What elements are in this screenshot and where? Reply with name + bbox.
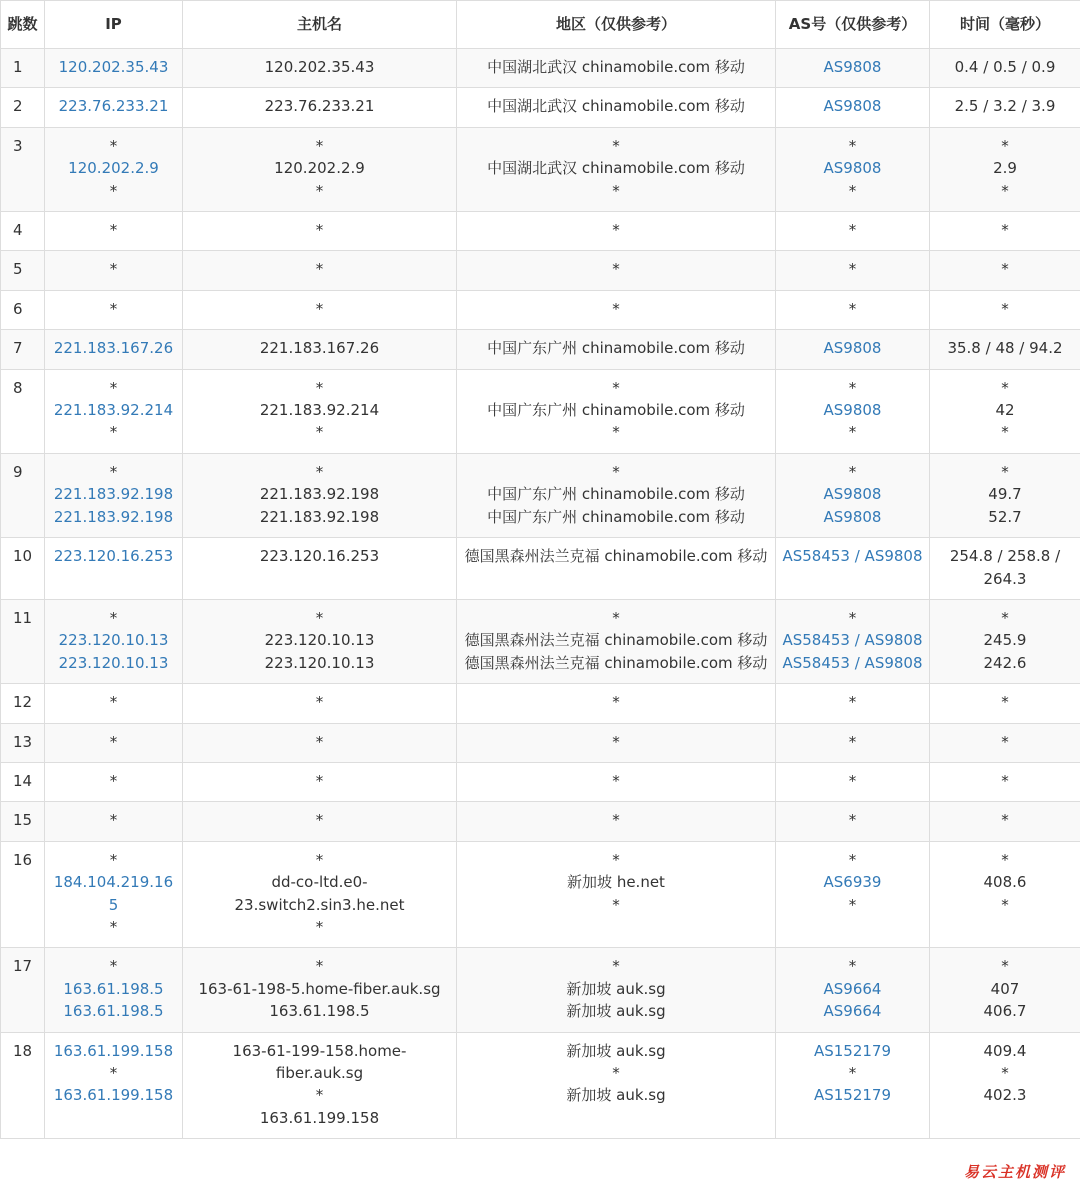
region-cell (457, 49, 776, 88)
table-row (1, 330, 1080, 369)
table-row (1, 684, 1080, 723)
table-row (1, 762, 1080, 801)
no-response-marker: * (109, 917, 118, 936)
table-row (1, 599, 1080, 683)
hostname-text: 120.202.2.9 (274, 159, 365, 178)
hop-cell: 8 (1, 369, 45, 453)
ip-link[interactable]: 163.61.199.158 (53, 1041, 174, 1060)
no-response-marker: * (848, 136, 857, 155)
hop-cell: 9 (1, 453, 45, 537)
region-cell (457, 841, 776, 948)
time-text: 42 (995, 401, 1015, 420)
no-response-marker: * (315, 423, 324, 442)
region-text: 中国广东广州 chinamobile.com 移动 (487, 339, 745, 358)
hostname-cell (183, 49, 457, 88)
hostname-cell (183, 127, 457, 211)
table-row (1, 841, 1080, 948)
table-row (1, 802, 1080, 841)
no-response-marker: * (848, 732, 857, 751)
table-row (1, 538, 1080, 600)
hostname-cell (183, 762, 457, 801)
time-text: 49.7 (988, 485, 1022, 504)
asn-cell (776, 762, 930, 801)
time-text: 2.9 (993, 159, 1017, 178)
hostname-text: 163-61-199-158.home-fiber.auk.sg (232, 1041, 407, 1082)
no-response-marker: * (1001, 693, 1009, 712)
ip-link[interactable]: 223.76.233.21 (58, 97, 169, 116)
ip-column-header: IP (45, 1, 183, 49)
no-response-marker: * (315, 181, 324, 200)
region-text: 中国湖北武汉 chinamobile.com 移动 (487, 159, 745, 178)
no-response-marker: * (109, 1064, 118, 1082)
no-response-marker: * (109, 136, 118, 155)
no-response-marker: * (1001, 895, 1009, 914)
asn-link[interactable]: AS9808 (823, 97, 882, 116)
no-response-marker: * (109, 608, 118, 627)
region-cell (457, 453, 776, 537)
table-row (1, 948, 1080, 1032)
time-cell (930, 251, 1080, 290)
table-row (1, 127, 1080, 211)
hop-cell: 18 (1, 1032, 45, 1139)
region-text: 中国广东广州 chinamobile.com 移动 (487, 507, 745, 526)
ip-link[interactable]: 223.120.10.13 (58, 653, 169, 672)
asn-link[interactable]: AS152179 (813, 1041, 892, 1060)
ip-cell (45, 948, 183, 1032)
region-text: 新加坡 auk.sg (566, 979, 666, 998)
no-response-marker: * (612, 850, 620, 869)
time-cell (930, 127, 1080, 211)
ip-cell (45, 841, 183, 948)
ip-link[interactable]: 223.120.16.253 (53, 547, 174, 566)
no-response-marker: * (109, 957, 118, 976)
no-response-marker: * (109, 811, 118, 830)
asn-column-header: AS号（仅供参考） (776, 1, 930, 49)
no-response-marker: * (315, 608, 324, 627)
no-response-marker: * (612, 181, 620, 200)
hostname-cell (183, 330, 457, 369)
region-text: 中国湖北武汉 chinamobile.com 移动 (487, 58, 745, 76)
time-cell (930, 369, 1080, 453)
no-response-marker: * (315, 378, 324, 397)
time-text: 242.6 (983, 653, 1027, 672)
time-text: 406.7 (983, 1002, 1027, 1021)
hop-cell: 3 (1, 127, 45, 211)
hostname-text: 163.61.198.5 (269, 1002, 370, 1021)
ip-link[interactable]: 221.183.167.26 (53, 339, 174, 358)
table-header (1, 1, 1080, 49)
time-cell (930, 948, 1080, 1032)
table-row (1, 453, 1080, 537)
asn-link[interactable]: AS9808 (823, 339, 882, 358)
ip-cell (45, 538, 183, 600)
no-response-marker: * (109, 260, 118, 279)
asn-cell (776, 723, 930, 762)
hop-cell: 14 (1, 762, 45, 801)
time-cell (930, 841, 1080, 948)
asn-link[interactable]: AS9808 (823, 485, 882, 504)
hostname-text: 163-61-198-5.home-fiber.auk.sg (198, 979, 441, 998)
region-text: 德国黑森州法兰克福 chinamobile.com 移动 (464, 631, 768, 650)
no-response-marker: * (315, 957, 324, 976)
time-cell (930, 212, 1080, 251)
no-response-marker: * (1001, 423, 1009, 442)
hop-cell: 11 (1, 599, 45, 683)
no-response-marker: * (848, 221, 857, 240)
hostname-cell (183, 212, 457, 251)
ip-link[interactable]: 223.120.10.13 (58, 631, 169, 650)
table-row (1, 290, 1080, 329)
no-response-marker: * (315, 1086, 324, 1105)
region-text: 中国广东广州 chinamobile.com 移动 (487, 485, 745, 504)
region-text: 德国黑森州法兰克福 chinamobile.com 移动 (464, 653, 768, 672)
region-cell (457, 1032, 776, 1139)
time-text: 245.9 (983, 631, 1027, 650)
asn-link[interactable]: AS58453 / AS9808 (782, 547, 923, 566)
region-cell (457, 127, 776, 211)
region-column-header: 地区（仅供参考） (457, 1, 776, 49)
no-response-marker: * (1001, 221, 1009, 240)
asn-cell (776, 453, 930, 537)
hostname-text: 223.120.16.253 (259, 547, 380, 566)
hop-column-header: 跳数 (1, 1, 45, 49)
region-cell (457, 762, 776, 801)
time-cell (930, 453, 1080, 537)
ip-cell (45, 723, 183, 762)
no-response-marker: * (612, 299, 620, 318)
asn-link[interactable]: AS58453 / AS9808 (782, 631, 923, 650)
no-response-marker: * (315, 299, 324, 318)
hop-cell: 12 (1, 684, 45, 723)
no-response-marker: * (612, 221, 620, 240)
time-cell (930, 290, 1080, 329)
ip-link[interactable]: 221.183.92.198 (53, 485, 174, 504)
no-response-marker: * (1001, 957, 1009, 976)
no-response-marker: * (612, 608, 620, 627)
no-response-marker: * (109, 732, 118, 751)
asn-link[interactable]: AS9664 (823, 1002, 882, 1021)
hop-cell: 15 (1, 802, 45, 841)
time-text: 409.4 (983, 1041, 1027, 1060)
no-response-marker: * (848, 957, 857, 976)
no-response-marker: * (1001, 608, 1009, 627)
ip-cell (45, 290, 183, 329)
table-row (1, 369, 1080, 453)
no-response-marker: * (612, 136, 620, 155)
time-text: 254.8 / 258.8 / 264.3 (949, 547, 1061, 588)
time-text: 408.6 (983, 873, 1027, 892)
asn-cell (776, 330, 930, 369)
time-cell (930, 723, 1080, 762)
hostname-text: 120.202.35.43 (264, 58, 375, 76)
ip-cell (45, 330, 183, 369)
hop-cell: 17 (1, 948, 45, 1032)
no-response-marker: * (1001, 136, 1009, 155)
hostname-column-header: 主机名 (183, 1, 457, 49)
asn-link[interactable]: AS6939 (823, 873, 882, 892)
no-response-marker: * (848, 1064, 857, 1082)
no-response-marker: * (315, 917, 324, 936)
asn-link[interactable]: AS9808 (823, 58, 882, 76)
region-cell (457, 538, 776, 600)
no-response-marker: * (612, 895, 620, 914)
time-cell (930, 684, 1080, 723)
no-response-marker: * (848, 260, 857, 279)
no-response-marker: * (315, 260, 324, 279)
no-response-marker: * (1001, 260, 1009, 279)
ip-cell (45, 1032, 183, 1139)
no-response-marker: * (109, 462, 118, 481)
asn-link[interactable]: AS58453 / AS9808 (782, 653, 923, 672)
hop-cell: 4 (1, 212, 45, 251)
no-response-marker: * (1001, 299, 1009, 318)
region-cell (457, 802, 776, 841)
asn-link[interactable]: AS9664 (823, 979, 882, 998)
no-response-marker: * (612, 260, 620, 279)
no-response-marker: * (612, 771, 620, 790)
hostname-cell (183, 948, 457, 1032)
hop-cell: 10 (1, 538, 45, 600)
hostname-cell (183, 538, 457, 600)
ip-link[interactable]: 221.183.92.198 (53, 507, 174, 526)
no-response-marker: * (1001, 181, 1009, 200)
time-text: 35.8 / 48 / 94.2 (947, 339, 1063, 358)
no-response-marker: * (1001, 1064, 1009, 1082)
table-row (1, 1032, 1080, 1139)
time-cell (930, 762, 1080, 801)
asn-cell (776, 684, 930, 723)
no-response-marker: * (1001, 732, 1009, 751)
ip-link[interactable]: 221.183.92.214 (53, 401, 174, 420)
no-response-marker: * (315, 136, 324, 155)
no-response-marker: * (848, 850, 857, 869)
hostname-text: dd-co-ltd.e0-23.switch2.sin3.he.net (234, 873, 405, 914)
no-response-marker: * (848, 378, 857, 397)
no-response-marker: * (109, 221, 118, 240)
region-cell (457, 723, 776, 762)
asn-cell (776, 212, 930, 251)
no-response-marker: * (848, 811, 857, 830)
ip-cell (45, 212, 183, 251)
asn-link[interactable]: AS9808 (823, 401, 882, 420)
no-response-marker: * (848, 181, 857, 200)
table-row (1, 88, 1080, 127)
table-row (1, 49, 1080, 88)
no-response-marker: * (1001, 462, 1009, 481)
no-response-marker: * (1001, 811, 1009, 830)
time-cell (930, 49, 1080, 88)
no-response-marker: * (612, 462, 620, 481)
hostname-text: 223.76.233.21 (264, 97, 375, 116)
hop-cell: 7 (1, 330, 45, 369)
region-cell (457, 251, 776, 290)
time-text: 2.5 / 3.2 / 3.9 (954, 97, 1056, 116)
no-response-marker: * (848, 895, 857, 914)
no-response-marker: * (612, 378, 620, 397)
ip-cell (45, 684, 183, 723)
no-response-marker: * (315, 771, 324, 790)
hostname-cell (183, 841, 457, 948)
region-text: 新加坡 he.net (567, 873, 665, 892)
ip-cell (45, 251, 183, 290)
region-cell (457, 369, 776, 453)
table-row (1, 212, 1080, 251)
asn-cell (776, 49, 930, 88)
asn-cell (776, 948, 930, 1032)
region-cell (457, 684, 776, 723)
hostname-cell (183, 684, 457, 723)
hostname-text: 221.183.92.198 (259, 507, 380, 526)
asn-cell (776, 841, 930, 948)
hostname-text: 221.183.92.214 (259, 401, 380, 420)
hop-cell: 13 (1, 723, 45, 762)
no-response-marker: * (848, 608, 857, 627)
asn-cell (776, 599, 930, 683)
hostname-cell (183, 723, 457, 762)
region-cell (457, 599, 776, 683)
hop-cell: 6 (1, 290, 45, 329)
asn-cell (776, 290, 930, 329)
hostname-text: 163.61.199.158 (259, 1108, 380, 1127)
no-response-marker: * (612, 693, 620, 712)
asn-cell (776, 538, 930, 600)
ip-cell (45, 762, 183, 801)
watermark: 易云主机测评 (963, 1163, 1066, 1181)
hop-cell: 1 (1, 49, 45, 88)
time-text: 407 (990, 979, 1020, 998)
time-text: 52.7 (988, 507, 1022, 526)
ip-link[interactable]: 184.104.219.165 (53, 873, 174, 914)
hostname-cell (183, 1032, 457, 1139)
no-response-marker: * (1001, 850, 1009, 869)
region-text: 新加坡 auk.sg (566, 1041, 666, 1060)
time-column-header: 时间（毫秒） (930, 1, 1080, 49)
table-body (1, 49, 1080, 1139)
region-text: 中国广东广州 chinamobile.com 移动 (487, 401, 745, 420)
no-response-marker: * (109, 423, 118, 442)
ip-cell (45, 453, 183, 537)
no-response-marker: * (315, 850, 324, 869)
ip-cell (45, 369, 183, 453)
time-cell (930, 599, 1080, 683)
ip-cell (45, 599, 183, 683)
hostname-cell (183, 802, 457, 841)
no-response-marker: * (109, 181, 118, 200)
ip-cell (45, 802, 183, 841)
hostname-cell (183, 290, 457, 329)
hop-cell: 5 (1, 251, 45, 290)
region-cell (457, 290, 776, 329)
asn-cell (776, 369, 930, 453)
hostname-cell (183, 251, 457, 290)
time-cell (930, 330, 1080, 369)
table-row (1, 251, 1080, 290)
no-response-marker: * (848, 299, 857, 318)
hostname-cell (183, 453, 457, 537)
ip-cell (45, 88, 183, 127)
ip-link[interactable]: 163.61.198.5 (63, 1002, 164, 1021)
asn-link[interactable]: AS9808 (823, 507, 882, 526)
no-response-marker: * (109, 771, 118, 790)
hop-cell: 16 (1, 841, 45, 948)
no-response-marker: * (1001, 771, 1009, 790)
asn-cell (776, 88, 930, 127)
hostname-text: 223.120.10.13 (264, 653, 375, 672)
no-response-marker: * (315, 462, 324, 481)
region-cell (457, 948, 776, 1032)
no-response-marker: * (315, 221, 324, 240)
asn-cell (776, 127, 930, 211)
no-response-marker: * (612, 1064, 620, 1082)
time-cell (930, 802, 1080, 841)
no-response-marker: * (612, 423, 620, 442)
time-text: 0.4 / 0.5 / 0.9 (954, 58, 1056, 76)
no-response-marker: * (848, 462, 857, 481)
no-response-marker: * (109, 378, 118, 397)
no-response-marker: * (612, 811, 620, 830)
region-text: 新加坡 auk.sg (566, 1002, 666, 1021)
no-response-marker: * (1001, 378, 1009, 397)
hop-cell: 2 (1, 88, 45, 127)
no-response-marker: * (848, 693, 857, 712)
asn-link[interactable]: AS9808 (823, 159, 882, 178)
no-response-marker: * (315, 693, 324, 712)
hostname-cell (183, 599, 457, 683)
ip-link[interactable]: 120.202.2.9 (68, 159, 159, 178)
asn-cell (776, 1032, 930, 1139)
no-response-marker: * (612, 957, 620, 976)
asn-cell (776, 251, 930, 290)
no-response-marker: * (109, 693, 118, 712)
region-text: 新加坡 auk.sg (566, 1086, 666, 1105)
region-text: 中国湖北武汉 chinamobile.com 移动 (487, 97, 745, 116)
no-response-marker: * (848, 771, 857, 790)
region-cell (457, 88, 776, 127)
no-response-marker: * (109, 850, 118, 869)
no-response-marker: * (109, 299, 118, 318)
region-text: 德国黑森州法兰克福 chinamobile.com 移动 (464, 547, 768, 566)
time-cell (930, 538, 1080, 600)
hostname-text: 223.120.10.13 (264, 631, 375, 650)
time-cell (930, 88, 1080, 127)
region-cell (457, 330, 776, 369)
asn-cell (776, 802, 930, 841)
ip-link[interactable]: 163.61.199.158 (53, 1086, 174, 1105)
ip-cell (45, 127, 183, 211)
region-cell (457, 212, 776, 251)
hostname-text: 221.183.167.26 (259, 339, 380, 358)
time-cell (930, 1032, 1080, 1139)
ip-link[interactable]: 163.61.198.5 (63, 979, 164, 998)
hostname-cell (183, 88, 457, 127)
time-text: 402.3 (983, 1086, 1027, 1105)
no-response-marker: * (612, 732, 620, 751)
no-response-marker: * (315, 732, 324, 751)
no-response-marker: * (315, 811, 324, 830)
no-response-marker: * (848, 423, 857, 442)
hostname-text: 221.183.92.198 (259, 485, 380, 504)
ip-cell (45, 49, 183, 88)
ip-link[interactable]: 120.202.35.43 (58, 58, 169, 76)
asn-link[interactable]: AS152179 (813, 1086, 892, 1105)
hostname-cell (183, 369, 457, 453)
table-row (1, 723, 1080, 762)
